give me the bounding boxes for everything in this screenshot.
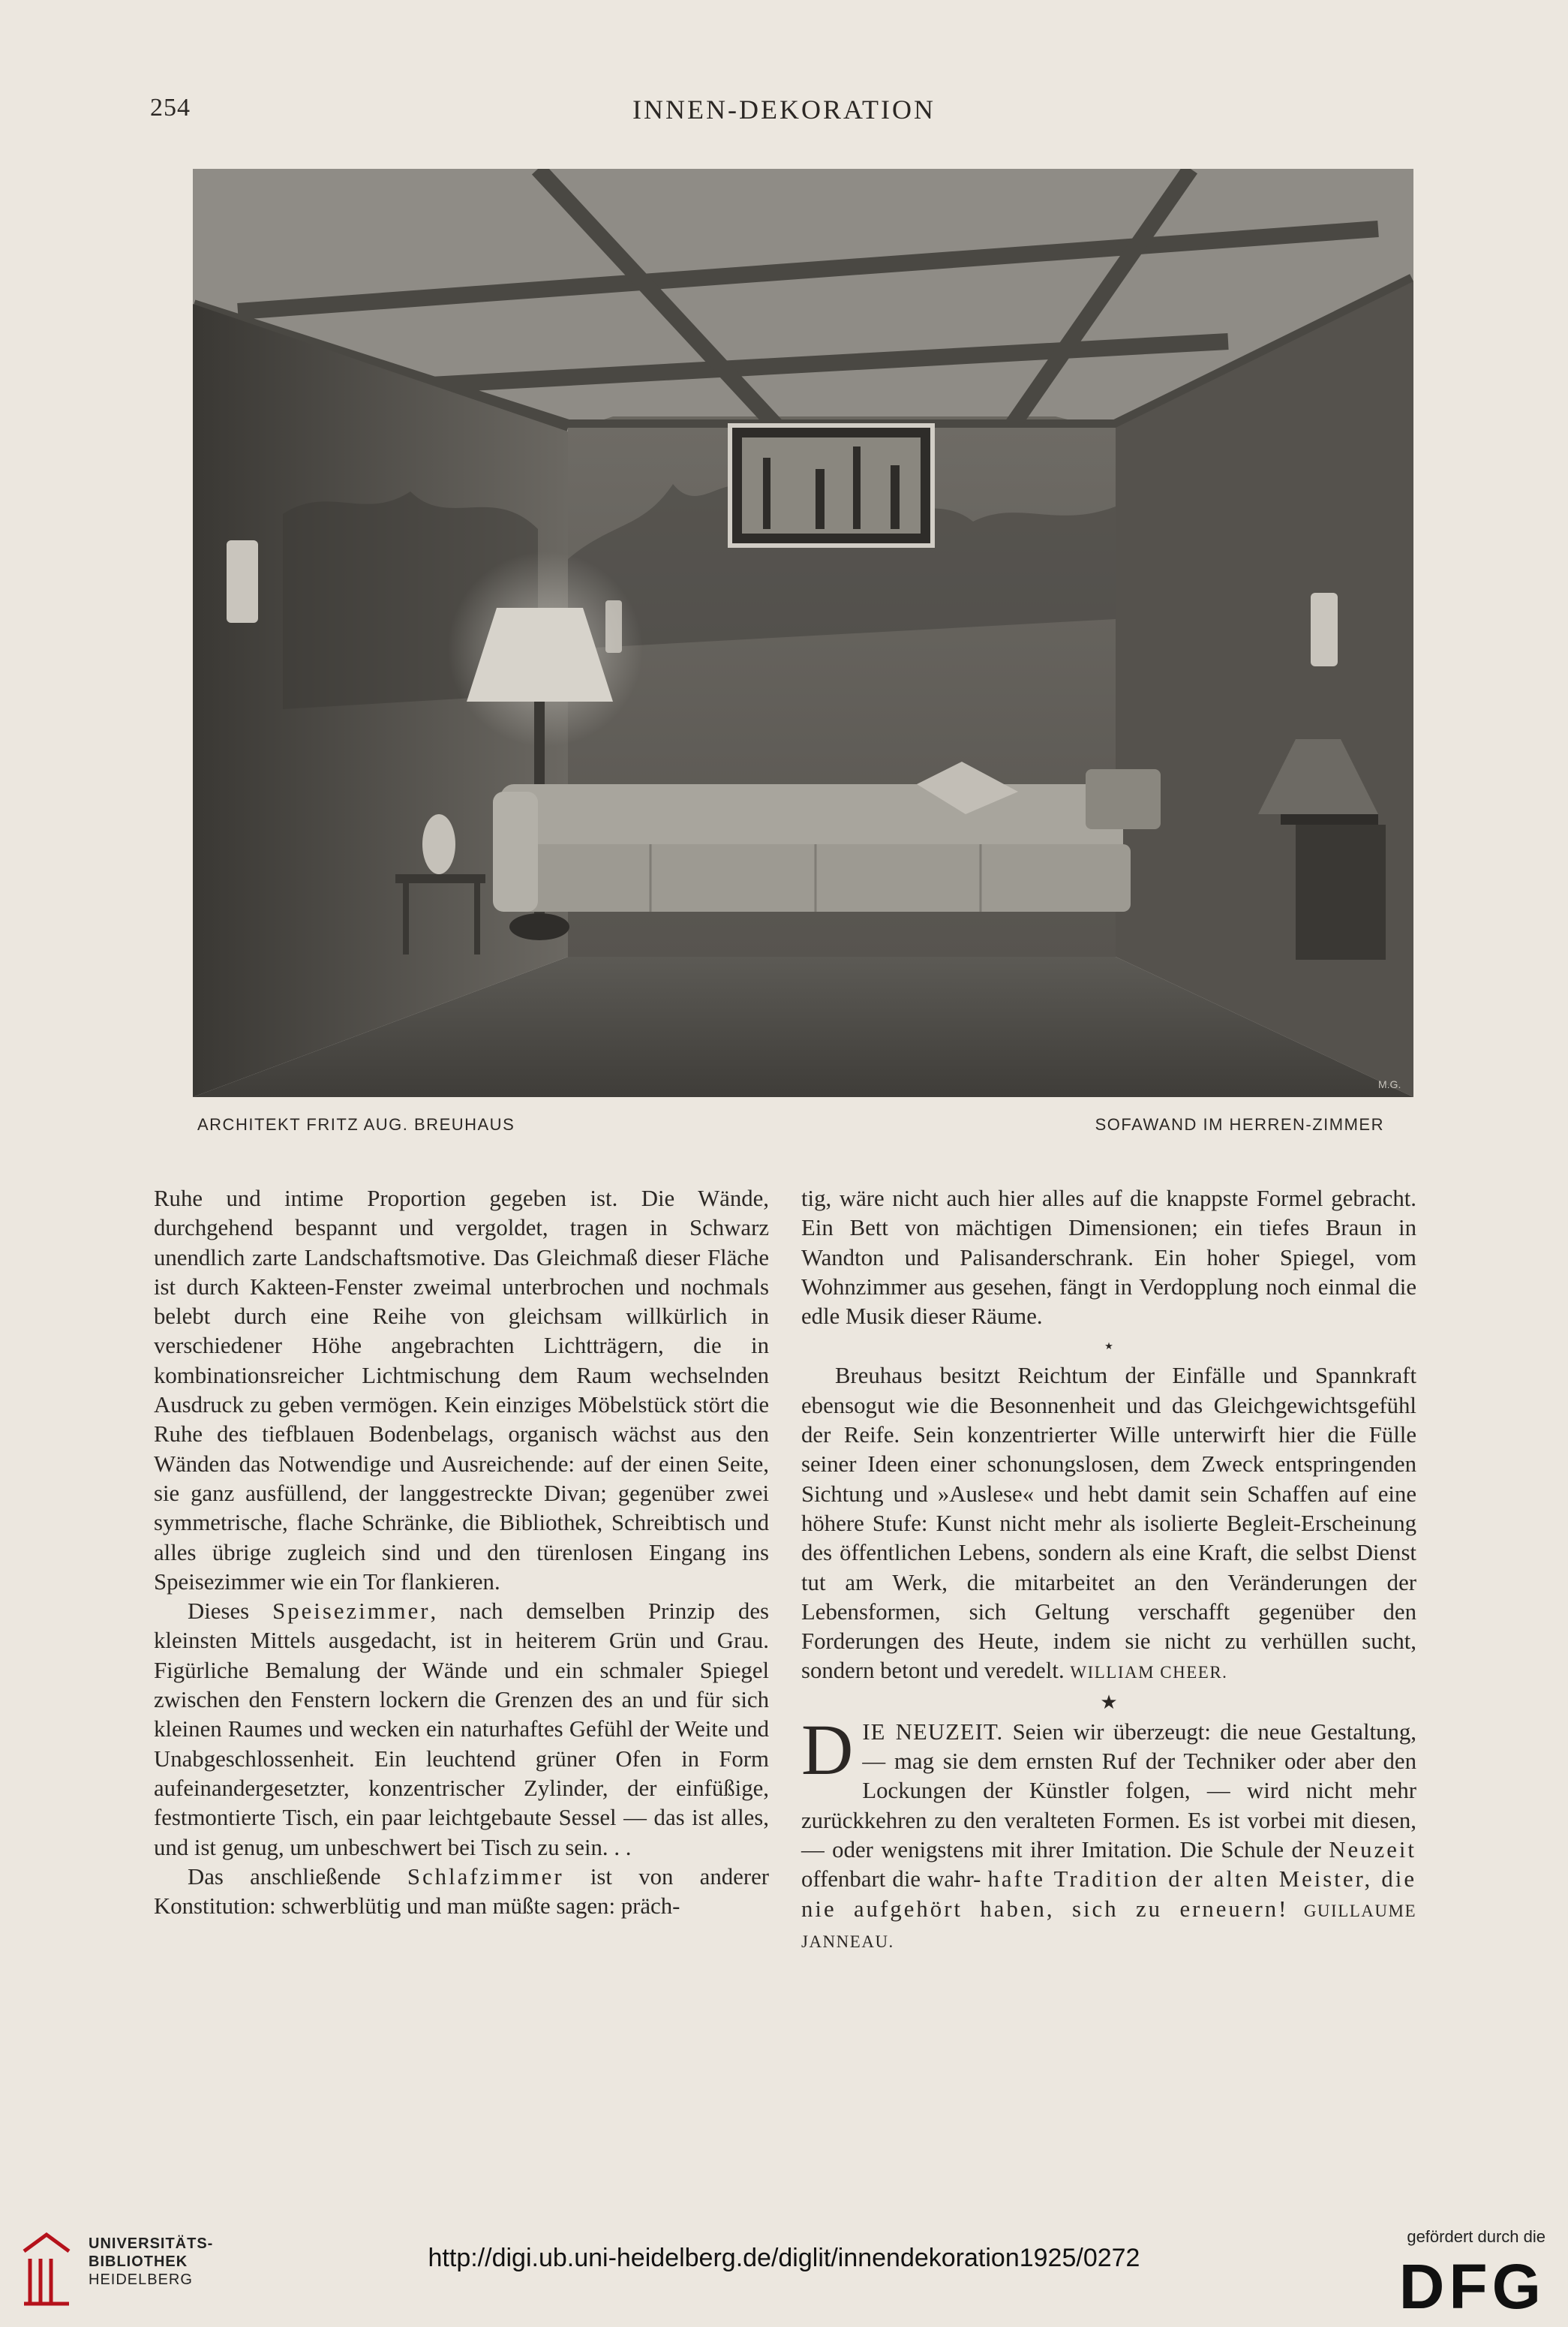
dfg-logo: DFG (1398, 2251, 1545, 2322)
funding-label: gefördert durch die (1407, 2227, 1545, 2246)
separator-star: ⋆ (1102, 1335, 1116, 1357)
caption-room: SOFAWAND IM HERREN-ZIMMER (1095, 1115, 1384, 1134)
text-column-right (801, 1184, 1416, 1956)
paragraph: Das anschließende Schlafzimmer ist von anderer Konstitution: schwerblütig und man müßte sagen: präch- (154, 1863, 769, 1920)
running-title: INNEN-DEKORATION (632, 95, 936, 125)
source-url[interactable]: http://digi.ub.uni-heidelberg.de/diglit/innendekoration1925/0272 (428, 2244, 1140, 2272)
text-column-left (154, 1184, 769, 1921)
separator-star: ★ (1100, 1691, 1118, 1713)
interior-photograph (193, 169, 1413, 1097)
photo-signature: M.G. (1378, 1078, 1401, 1090)
sofa-wall-photo (193, 169, 1413, 1097)
paragraph: tig, wäre nicht auch hier alles auf die knappste Formel gebracht. Ein Bett von mächtigen Dimensionen; ein tiefes Braun in Wandton und Palisanderschrank. Ein hoher Spiegel, vom Wohnzimmer aus gesehen, fängt in Verdopplung noch einmal die edle Musik dieser Räume. (801, 1186, 1416, 1330)
author-signature: WILLIAM CHEER. (1070, 1663, 1228, 1682)
drop-cap: D (801, 1709, 854, 1790)
paragraph: Dieses Speisezimmer, nach demselben Prinzip des kleinsten Mittels ausgedacht, ist in heiterem Grün und Grau. Figürliche Bemalung der Wände und ein schmaler Spiegel zwischen den Fenstern lockern die Grenzen des an und für sich kleinen Raumes und wecken ein naturhaftes Gefühl der Weite und Unabgeschlossenheit. Ein leuchtend grüner Ofen in Form aufeinandergesetzter, konzentrischer Zylinder, der einfüßige, festmontierte Tisch, ein paar leichtgebaute Sessel — das ist alles, und ist genug, um unbeschwert bei Tisch zu sein. . . (154, 1598, 769, 1860)
paragraph: DIE NEUZEIT. Seien wir überzeugt: die neue Gestaltung, — mag sie dem ernsten Ruf der Techniker oder aber den Lockungen der Künstler folgen, — wird nicht mehr zurückkehren zu den veralteten Formen. Es ist vorbei mit diesen, — oder wenigstens mit ihrer Imitation. Die Schule der Neuzeit offenbart die wahr- hafte Tradition der alten Meister, die nie aufgehört haben, sich zu erneuern! GUILLAUME JANNEAU. (801, 1709, 1417, 1951)
footer-bar (0, 2214, 1568, 2327)
page-header (150, 94, 1418, 131)
page-number: 254 (150, 94, 191, 122)
paragraph: Ruhe und intime Proportion gegeben ist. Die Wände, durchgehend bespannt und vergoldet, tragen in Schwarz unendlich zarte Landschaftsmotive. Das Gleichmaß dieser Fläche ist durch Kakteen-Fenster zweimal unterbrochen und nochmals belebt durch eine Reihe von gleichsam willkürlich in verschiedener Höhe angebrachten Lichtträgern, die in kombinationsreicher Lichtmischung dem Raum wechselnden Ausdruck zu geben vermögen. Kein einziges Möbelstück stört die Ruhe des tiefblauen Bodenbelags, organisch wächst aus den Wänden das Notwendige und Ausreichende: auf der einen Seite, sie ganz ausfüllend, der langgestreckte Divan; gegenüber zwei symmetrische, flache Schränke, die Bibliothek, Schreibtisch und alles übrige zugleich sind und den türenlosen Eingang ins Speisezimmer wie ein Tor flankieren. (154, 1186, 769, 1595)
library-name: UNIVERSITÄTS- BIBLIOTHEK HEIDELBERG (89, 2235, 214, 2288)
author-signature: GUILLAUME JANNEAU. (801, 1901, 1417, 1951)
paragraph: Breuhaus besitzt Reichtum der Einfälle und Spannkraft ebensogut wie die Besonnenheit und das Gleichgewichtsgefühl der Reife. Sein konzentrierter Wille unterwirft hier die Fülle seiner Ideen einer schonungslosen, dem Zweck entspringenden Sichtung und »Auslese« und hebt damit sein Schaffen auf eine höhere Stufe: Kunst nicht mehr als isolierte Begleit-Erscheinung des öffentlichen Lebens, sondern als eine Kraft, die selbst Dienst tut am Werk, die mitarbeitet an den Veränderungen der Lebensformen, sich Geltung verschafft gegenüber den Forderungen des Heute, indem sie nicht zu verhüllen sucht, sondern betont und veredelt. WILLIAM CHEER. (801, 1363, 1416, 1684)
caption-architect: ARCHITEKT FRITZ AUG. BREUHAUS (197, 1115, 515, 1134)
